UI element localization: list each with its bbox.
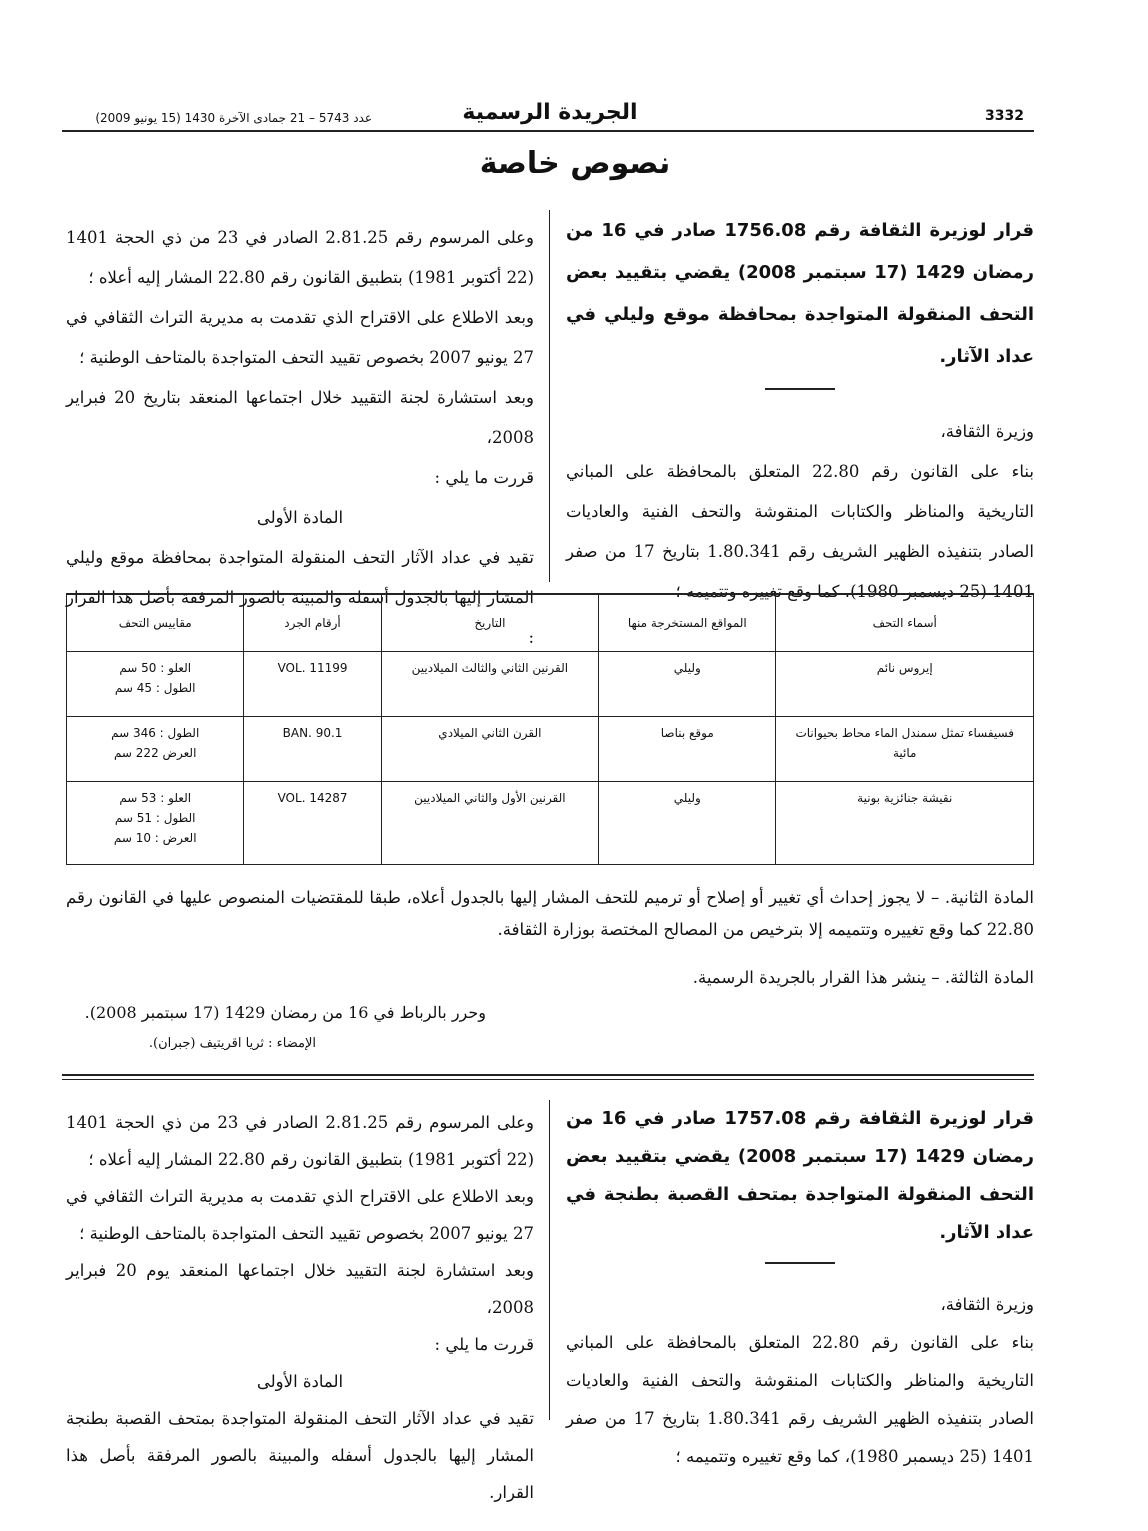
decree1-title: قرار لوزيرة الثقافة رقم 1756.08 صادر في 16 من رمضان 1429 (17 سبتمبر 2008) يقضي بتقييد بعض التحف المنقولة المتواجدة بمحافظة موقع وليلي في عداد الآثار. bbox=[566, 220, 1035, 367]
section-rule bbox=[62, 1074, 1034, 1076]
table-header: أسماء التحف bbox=[776, 594, 1034, 652]
decree1-signature: الإمضاء : ثريا اقريتيف (جبران). bbox=[148, 1036, 316, 1051]
decree1-article2: المادة الثانية. – لا يجوز إحداث أي تغيير أو إصلاح أو ترميم للتحف المشار إليها بالجدول أعلاه، طبقا للمقتضيات المنصوص عليها في القانون رقم 22.80 كما وقع تغييره وتتميمه إلا بترخيص من المصالح المختصة بوزارة الثقافة. bbox=[66, 888, 1034, 939]
table-cell: وليلي bbox=[599, 782, 776, 865]
table-cell: العلو : 53 سم الطول : 51 سم العرض : 10 سم bbox=[67, 782, 244, 865]
table-cell: العلو : 50 سم الطول : 45 سم bbox=[67, 652, 244, 717]
section-rule-thin bbox=[62, 1079, 1034, 1080]
table-cell: فسيفساء تمثل سمندل الماء محاط بحيوانات مائية bbox=[776, 717, 1034, 782]
title-divider bbox=[765, 388, 835, 390]
table-cell: القرن الثاني الميلادي bbox=[381, 717, 598, 782]
table-row bbox=[67, 782, 1034, 865]
table-header: التاريخ bbox=[381, 594, 598, 652]
decree1-article3: المادة الثالثة. – ينشر هذا القرار بالجريدة الرسمية. bbox=[692, 968, 1034, 987]
decree1-minister: وزيرة الثقافة، bbox=[940, 422, 1034, 441]
table-cell: نقيشة جنائزية بونية bbox=[776, 782, 1034, 865]
table-cell: الطول : 346 سم العرض 222 سم bbox=[67, 717, 244, 782]
decree1-para2: وعلى المرسوم رقم 2.81.25 الصادر في 23 من ذي الحجة 1401 (22 أكتوبر 1981) بتطبيق القانون رقم 22.80 المشار إليه أعلاه ؛ bbox=[66, 228, 534, 287]
table-header: مقاييس التحف bbox=[67, 594, 244, 652]
decree2-article1: تقيد في عداد الآثار التحف المنقولة المتواجدة بمتحف القصبة بطنجة المشار إليها بالجدول أسفله والمبينة بالصور المرفقة بأصل هذا القرار. bbox=[66, 1409, 534, 1502]
title-divider bbox=[765, 1262, 835, 1264]
decree1-article1: تقيد في عداد الآثار التحف المنقولة المتواجدة بمحافظة موقع وليلي المشار إليها بالجدول أسفله والمبينة بالصور المرفقة بأصل هذا القرار : bbox=[66, 548, 534, 647]
decree2-para1: بناء على القانون رقم 22.80 المتعلق بالمحافظة على المباني التاريخية والمناظر والكتابات المنقوشة والتحف الفنية والعاديات الصادر بتنفيذه الظهير الشريف رقم 1.80.341 بتاريخ 17 من صفر 1401 (25 ديسمبر 1980)، كما وقع تغييره وتتميمه ؛ bbox=[566, 1333, 1034, 1466]
table-cell: القرنين الأول والثاني الميلاديين bbox=[381, 782, 598, 865]
column-divider bbox=[549, 210, 550, 582]
journal-title: الجريدة الرسمية bbox=[462, 100, 638, 125]
table-cell: VOL. 11199 bbox=[244, 652, 381, 717]
decree1-left-column bbox=[66, 218, 534, 658]
table-cell: وليلي bbox=[599, 652, 776, 717]
decree2-right-column bbox=[566, 1100, 1034, 1476]
decree1-decided: قررت ما يلي : bbox=[434, 468, 534, 487]
issue-line: عدد 5743 – 21 جمادى الآخرة 1430 (15 يونيو 2009) bbox=[95, 111, 372, 125]
page-number: 3332 bbox=[985, 108, 1024, 124]
artifacts-table bbox=[66, 593, 1034, 865]
table-row bbox=[67, 652, 1034, 717]
table-header: أرقام الجرد bbox=[244, 594, 381, 652]
table-cell: إيروس نائم bbox=[776, 652, 1034, 717]
decree2-left-column bbox=[66, 1104, 534, 1511]
decree2-article1-title: المادة الأولى bbox=[256, 1372, 344, 1391]
section-title: نصوص خاصة bbox=[479, 146, 671, 181]
table-cell: VOL. 14287 bbox=[244, 782, 381, 865]
decree1-right-column bbox=[566, 210, 1034, 612]
table-cell: القرنين الثاني والثالث الميلاديين bbox=[381, 652, 598, 717]
decree1-article1-title: المادة الأولى bbox=[256, 508, 344, 527]
decree1-para1: بناء على القانون رقم 22.80 المتعلق بالمحافظة على المباني التاريخية والمناظر والكتابات المنقوشة والتحف الفنية والعاديات الصادر بتنفيذه الظهير الشريف رقم 1.80.341 بتاريخ 17 من صفر 1401 (25 ديسمبر 1980)، كما وقع تغييره وتتميمه ؛ bbox=[566, 462, 1034, 601]
decree1-done-at: وحرر بالرباط في 16 من رمضان 1429 (17 سبتمبر 2008). bbox=[84, 1003, 486, 1022]
table-cell: موقع بناصا bbox=[599, 717, 776, 782]
decree2-decided: قررت ما يلي : bbox=[434, 1335, 534, 1354]
decree2-title: قرار لوزيرة الثقافة رقم 1757.08 صادر في 16 من رمضان 1429 (17 سبتمبر 2008) يقضي بتقييد بعض التحف المنقولة المتواجدة بمتحف القصبة بطنجة في عداد الآثار. bbox=[566, 1108, 1035, 1243]
header-rule bbox=[62, 130, 1034, 132]
decree2-minister: وزيرة الثقافة، bbox=[940, 1295, 1034, 1314]
column-divider bbox=[549, 1100, 550, 1420]
table-row bbox=[67, 717, 1034, 782]
decree2-para2: وعلى المرسوم رقم 2.81.25 الصادر في 23 من ذي الحجة 1401 (22 أكتوبر 1981) بتطبيق القانون رقم 22.80 المشار إليه أعلاه ؛ bbox=[66, 1113, 534, 1169]
decree2-para4: وبعد استشارة لجنة التقييد خلال اجتماعها المنعقد يوم 20 فبراير 2008، bbox=[66, 1261, 534, 1317]
table-cell: BAN. 90.1 bbox=[244, 717, 381, 782]
table-header: المواقع المستخرجة منها bbox=[599, 594, 776, 652]
decree1-para3: وبعد الاطلاع على الاقتراح الذي تقدمت به مديرية التراث الثقافي في 27 يونيو 2007 بخصوص تقييد التحف المتواجدة بالمتاحف الوطنية ؛ bbox=[66, 308, 534, 367]
decree1-para4: وبعد استشارة لجنة التقييد خلال اجتماعها المنعقد بتاريخ 20 فبراير 2008، bbox=[66, 388, 534, 447]
decree2-para3: وبعد الاطلاع على الاقتراح الذي تقدمت به مديرية التراث الثقافي في 27 يونيو 2007 بخصوص تقييد التحف المتواجدة بالمتاحف الوطنية ؛ bbox=[66, 1187, 534, 1243]
